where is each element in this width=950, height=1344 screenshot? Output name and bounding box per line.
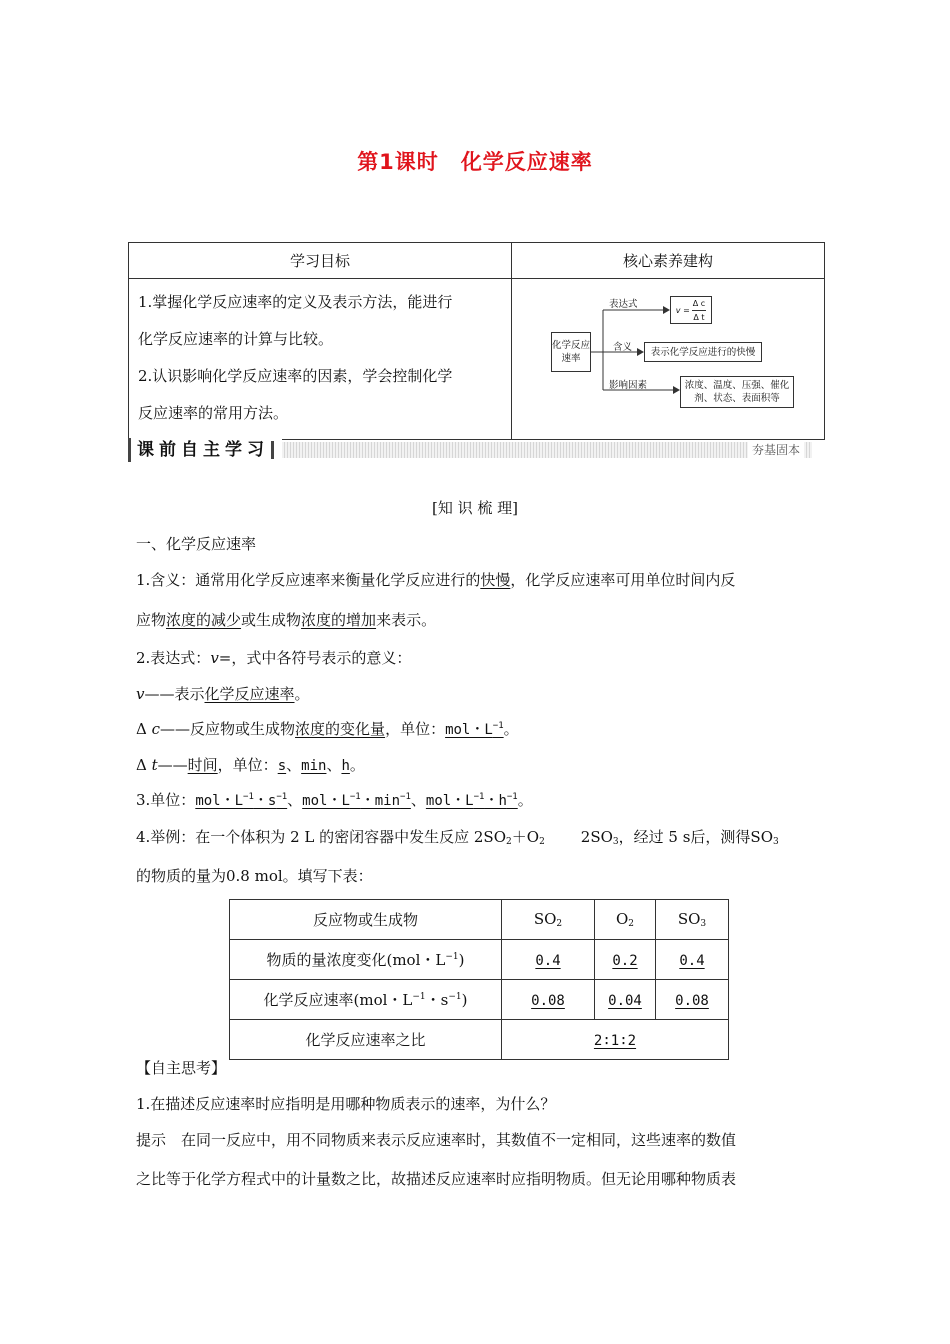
knowledge-heading: [知 识 梳 理]	[431, 499, 518, 517]
think-question: 1.在描述反应速率时应指明是用哪种物质表示的速率，为什么？	[136, 1095, 556, 1113]
header-cell	[502, 900, 595, 940]
value-cell	[595, 940, 656, 980]
goal-line-4: 反应速率的常用方法。	[138, 404, 289, 422]
banner-subtitle: 夯基固本	[748, 442, 804, 458]
unit-text: mol・L	[425, 793, 474, 809]
unit-text: mol・L	[445, 722, 493, 738]
header-cell	[595, 900, 656, 940]
unit-exp: −1	[243, 792, 254, 802]
core-header: 核心素养建构	[512, 243, 825, 279]
subscript: 3	[612, 837, 619, 847]
subscript: 2	[539, 837, 545, 847]
text: 2SO	[580, 828, 613, 846]
subscript: 3	[773, 837, 779, 847]
table-row	[230, 980, 729, 1020]
text: 或生成物	[241, 611, 302, 629]
text: 2.表达式：	[136, 649, 211, 667]
root-node: 化学反应速率	[551, 332, 591, 372]
branch-label-meaning: 含义	[613, 342, 633, 353]
text: 应物	[136, 611, 167, 629]
unit-exp: −1	[448, 992, 462, 1002]
goals-cell	[129, 279, 512, 440]
formula-v: v =	[675, 305, 690, 315]
text: ・s	[425, 991, 449, 1009]
answer: 0.4	[679, 952, 705, 969]
text: ，化学反应速率可用单位时间内反	[510, 571, 736, 589]
unit-text: ・min	[360, 793, 401, 809]
dc-definition	[136, 718, 519, 739]
symbol-t: t	[151, 756, 158, 774]
row-label	[230, 940, 502, 980]
goal-line-3: 2.认识影响化学反应速率的因素，学会控制化学	[138, 367, 453, 385]
symbol-v: v	[136, 685, 145, 703]
value-cell	[656, 940, 729, 980]
unit-text: mol・L	[195, 793, 244, 809]
table-row	[230, 940, 729, 980]
text: ，经过 5 s后，测得SO	[618, 828, 774, 846]
branch-label-factors: 影响因素	[609, 380, 648, 391]
page-title	[0, 146, 950, 176]
banner-title-text: 课前自主学习	[137, 440, 269, 460]
section-1-title: 一、化学反应速率	[136, 535, 257, 553]
text: ＋O	[511, 828, 540, 846]
value-cell	[502, 980, 595, 1020]
formula-denominator: Δ t	[693, 312, 705, 322]
text: ，单位：	[217, 756, 278, 774]
example-line-1	[136, 826, 779, 847]
text: ——表示	[144, 685, 205, 703]
text: 。	[503, 720, 519, 738]
think-heading: 【自主思考】	[136, 1059, 227, 1077]
text: O	[615, 910, 629, 928]
unit-exp: −1	[492, 721, 504, 731]
answer-unit-1	[195, 793, 287, 809]
think-answer-line-2: 之比等于化学方程式中的计量数之比，故描述反应速率时应指明物质。但无论用哪种物质表	[136, 1170, 737, 1188]
answer-unit	[445, 722, 504, 738]
answer-unit-3	[426, 793, 518, 809]
text: 。	[294, 685, 310, 703]
v-definition	[136, 683, 310, 704]
subscript: 2	[556, 919, 563, 929]
text: 。	[349, 756, 365, 774]
text: SO	[533, 910, 557, 928]
answer: s	[277, 758, 287, 774]
answer: 浓度的增加	[301, 611, 377, 629]
header-cell	[656, 900, 729, 940]
answer: 浓度的减少	[166, 611, 242, 629]
text: )	[458, 951, 465, 969]
mindmap-cell	[512, 279, 825, 440]
symbol-c: c	[151, 720, 161, 738]
text: ——反应物或生成物	[160, 720, 296, 738]
answer: 0.08	[675, 992, 709, 1009]
meaning-line-2	[136, 609, 436, 630]
unit-text: mol・L	[302, 793, 350, 809]
meaning-line-1	[136, 569, 735, 590]
answer: 浓度的变化量	[295, 720, 386, 738]
text: )	[461, 991, 468, 1009]
delta-symbol: Δ	[136, 756, 147, 774]
subscript: 3	[700, 919, 707, 929]
answer: 时间	[187, 756, 218, 774]
unit-exp: −1	[506, 792, 518, 802]
goal-line-1: 1.掌握化学反应速率的定义及表示方法，能进行	[138, 293, 453, 311]
unit-exp: −1	[445, 952, 459, 962]
unit-exp: −1	[349, 792, 361, 802]
text: SO	[677, 910, 701, 928]
answer: 化学反应速率	[204, 685, 295, 703]
answer: min	[301, 758, 327, 774]
answer: 0.04	[608, 992, 642, 1009]
unit-exp: −1	[400, 792, 411, 802]
ratio-cell	[502, 1020, 729, 1060]
text: 1.含义：通常用化学反应速率来衡量化学反应进行的	[136, 571, 481, 589]
unit-text: ・h	[484, 793, 507, 809]
answer: 0.2	[612, 952, 638, 969]
text: ，单位：	[385, 720, 446, 738]
header-cell: 反应物或生成物	[230, 900, 502, 940]
text: 物质的量浓度变化(mol・L	[266, 951, 446, 969]
lesson-number: 第1课时	[357, 150, 439, 174]
units-line	[136, 789, 533, 810]
section-banner	[128, 438, 812, 462]
text: =，式中各符号表示的意义：	[218, 649, 412, 667]
goals-header: 学习目标	[129, 243, 512, 279]
table-row	[230, 1020, 729, 1060]
text: 4.举例：在一个体积为 2 L 的密闭容器中发生反应 2SO	[136, 828, 507, 846]
goals-table	[128, 242, 825, 440]
subscript: 2	[506, 837, 512, 847]
value-cell	[502, 940, 595, 980]
answer: 0.4	[535, 952, 561, 969]
dt-definition	[136, 754, 365, 775]
rate-table	[229, 899, 729, 1060]
value-cell	[656, 980, 729, 1020]
factors-box: 浓度、温度、压强、催化剂、状态、表面积等	[680, 376, 794, 408]
text: 、	[287, 791, 303, 809]
text: 、	[410, 791, 426, 809]
text: 来表示。	[376, 611, 437, 629]
goal-line-2: 化学反应速率的计算与比较。	[138, 330, 334, 348]
text: 化学反应速率(mol・L	[263, 991, 413, 1009]
symbol-v: v	[210, 649, 219, 667]
table-row	[230, 900, 729, 940]
answer: h	[341, 758, 350, 774]
think-answer-line-1: 提示 在同一反应中，用不同物质来表示反应速率时，其数值不一定相同，这些速率的数值	[136, 1131, 737, 1149]
text: 3.单位：	[136, 791, 196, 809]
subscript: 2	[628, 919, 635, 929]
banner-title	[128, 438, 282, 462]
meaning-box: 表示化学反应进行的快慢	[644, 342, 762, 362]
example-line-2: 的物质的量为0.8 mol。填写下表：	[136, 867, 373, 885]
unit-text: ・s	[253, 793, 277, 809]
text: 。	[517, 791, 533, 809]
formula-numerator: Δ c	[692, 297, 706, 311]
answer-unit-2	[302, 793, 411, 809]
lesson-topic: 化学反应速率	[460, 150, 593, 174]
value-cell	[595, 980, 656, 1020]
expression-line	[136, 647, 411, 668]
answer: 快慢	[480, 571, 511, 589]
branch-label-expression: 表达式	[609, 299, 638, 310]
formula-box	[670, 296, 712, 324]
row-label: 化学反应速率之比	[230, 1020, 502, 1060]
text: 、	[326, 756, 342, 774]
answer: 2∶1∶2	[593, 1032, 637, 1049]
row-label	[230, 980, 502, 1020]
unit-exp: −1	[473, 792, 485, 802]
concept-map	[513, 280, 823, 432]
text: ——	[157, 756, 188, 774]
text: 、	[286, 756, 302, 774]
unit-exp: −1	[276, 792, 288, 802]
delta-symbol: Δ	[136, 720, 147, 738]
unit-exp: −1	[412, 992, 426, 1002]
answer: 0.08	[531, 992, 565, 1009]
